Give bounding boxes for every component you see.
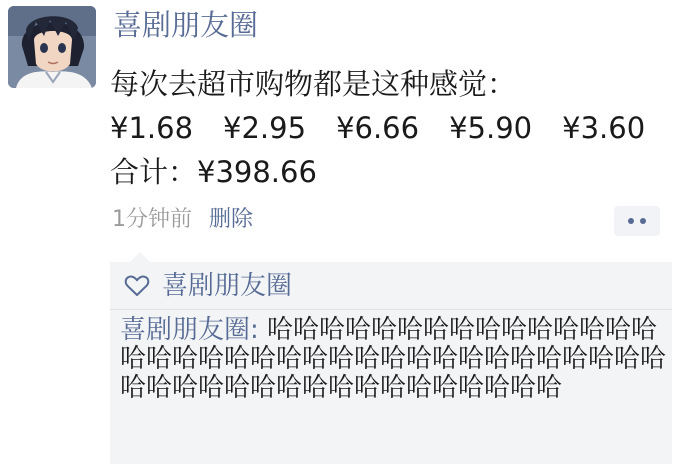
dot [640, 218, 646, 224]
post-content [110, 62, 670, 194]
divider [110, 309, 672, 310]
price-item: ¥1.68 [110, 111, 194, 145]
liker-name[interactable]: 喜剧朋友圈 [162, 271, 293, 301]
dot [628, 218, 634, 224]
box-pointer [130, 252, 150, 262]
anime-avatar-icon [8, 6, 96, 88]
comment-author[interactable]: 喜剧朋友圈 [120, 315, 251, 345]
likes-comments-box [110, 262, 672, 464]
post-meta [112, 203, 253, 237]
price-item: ¥5.90 [449, 111, 533, 145]
price-item: ¥6.66 [336, 111, 420, 145]
delete-button[interactable]: 删除 [209, 207, 254, 232]
likes-row [124, 268, 292, 304]
comment-text: 哈哈哈哈哈哈哈哈哈哈哈哈哈哈哈哈哈哈哈哈哈哈哈哈哈哈哈哈哈哈哈哈哈哈哈哈哈哈哈哈哈哈哈哈哈哈哈哈哈哈哈哈哈 [120, 315, 667, 403]
heart-outline-icon [124, 274, 150, 298]
post-author-name[interactable]: 喜剧朋友圈 [113, 8, 259, 42]
avatar[interactable] [8, 6, 96, 88]
price-list [110, 106, 670, 150]
post-text-line: 每次去超市购物都是这种感觉： [110, 67, 517, 101]
more-dots-icon[interactable] [614, 206, 660, 236]
price-item: ¥2.95 [223, 111, 307, 145]
comment-item[interactable] [120, 316, 668, 403]
comment-separator: : [250, 315, 268, 345]
total-line: 合计：¥398.66 [110, 155, 317, 189]
price-item: ¥3.60 [562, 111, 646, 145]
post-timestamp: 1分钟前 [112, 207, 192, 232]
